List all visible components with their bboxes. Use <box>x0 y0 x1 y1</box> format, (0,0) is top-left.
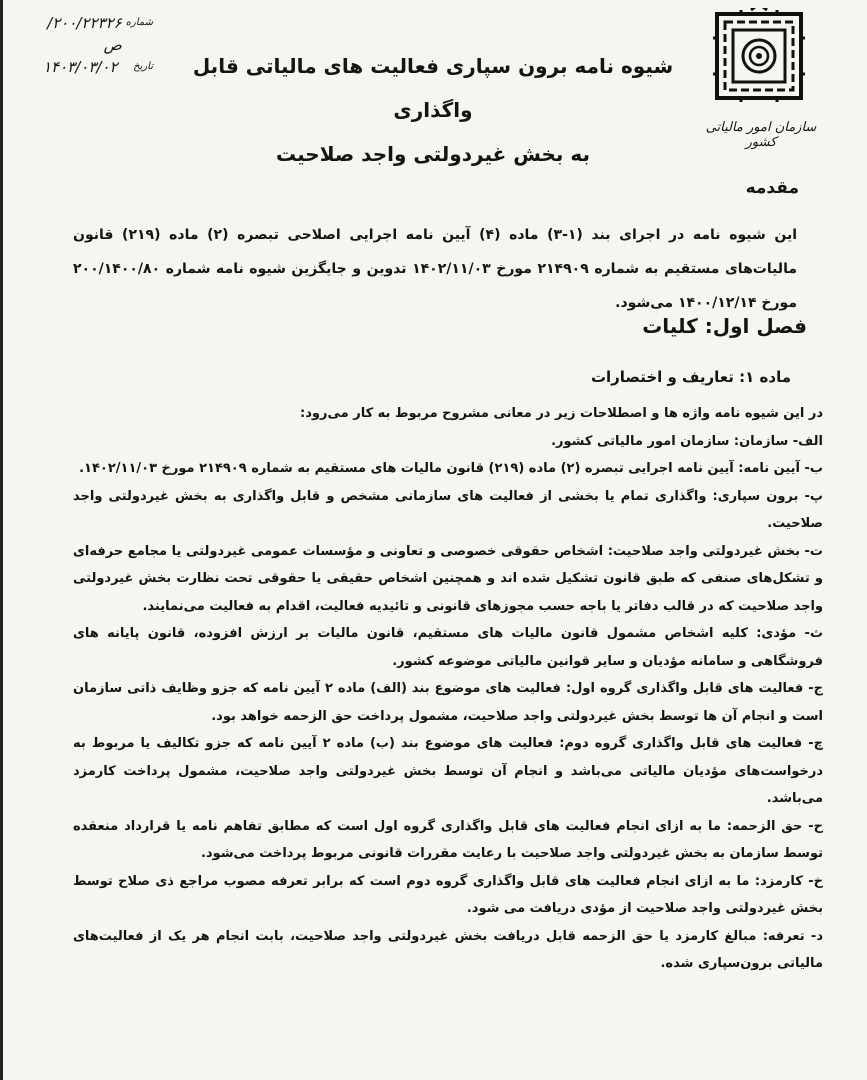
definition-text: ما به ازای انجام فعالیت های قابل واگذاری گروه دوم است که برابر تعرفه مصوب مراجع ذی صلاح توسط بخش غیردولتی واجد صلاحیت از مؤدی دریافت می شود. <box>73 873 823 916</box>
chapter-title: فصل اول: کلیات <box>642 314 807 338</box>
definition-text: سازمان امور مالیاتی کشور. <box>551 433 734 449</box>
definition-item <box>73 675 823 730</box>
document-title <box>153 44 713 176</box>
definition-item <box>73 813 823 868</box>
definition-term: ج- فعالیت های قابل واگذاری گروه اول: <box>565 681 823 696</box>
definition-term: چ- فعالیت های قابل واگذاری گروه دوم: <box>559 736 823 751</box>
meta-number-row <box>43 12 153 56</box>
definition-text: ما به ازای انجام فعالیت های قابل واگذاری گروه اول است که مطابق تفاهم نامه یا قرارداد منعقده توسط سازمان به بخش غیردولتی واجد صلاحیت با رعایت مقررات قانونی مربوط پرداخت می‌شود. <box>73 818 823 861</box>
definition-term: ح- حق الزحمه: <box>726 818 823 834</box>
definition-item <box>73 483 823 538</box>
definition-text: کلیه اشخاص مشمول قانون مالیات های مستقیم، قانون مالیات بر ارزش افزوده، قانون پایانه های فروشگاهی و سامانه مؤدیان و سایر قوانین مالیاتی موضوعه کشور. <box>73 626 823 669</box>
definition-term: ث- مؤدی: <box>756 626 824 641</box>
definition-item <box>73 455 823 483</box>
article-title: ماده ۱: تعاریف و اختصارات <box>590 368 791 386</box>
meta-date-row <box>43 56 153 78</box>
definition-text: فعالیت های موضوع بند (الف) ماده ۲ آیین نامه که جزو وظایف ذاتی سازمان است و انجام آن ها توسط بخش غیردولتی واجد صلاحیت، مشمول پرداخت حق الزحمه خواهد بود. <box>73 681 823 724</box>
definition-text: واگذاری تمام یا بخشی از فعالیت های سازمانی مشخص و قابل واگذاری به بخش غیردولتی واجد صلاحیت. <box>73 488 823 531</box>
title-line-2: به بخش غیردولتی واجد صلاحیت <box>275 142 591 166</box>
intro-paragraph: این شیوه نامه در اجرای بند (۱-۳) ماده (۴) آیین نامه اجرایی اصلاحی تبصره (۲) ماده (۲۱۹) قانون مالیات‌های مستقیم به شماره ۲۱۴۹۰۹ مورخ ۱۴۰۲/۱۱/۰۳ تدوین و جایگزین شیوه نامه شماره ۲۰۰/۱۴۰۰/۸۰ مورخ ۱۴۰۰/۱۲/۱۴ می‌شود. <box>73 227 798 311</box>
definition-item <box>73 730 823 813</box>
meta-date-label: تاریخ <box>133 61 153 72</box>
meta-date-value: ۱۴۰۳/۰۳/۰۲ <box>43 58 118 76</box>
intro-heading: مقدمه <box>745 178 799 198</box>
meta-number-label: شماره <box>125 17 153 28</box>
definition-term: الف- سازمان: <box>733 433 823 449</box>
definition-term: خ- کارمزد: <box>754 873 823 889</box>
definition-term: ت- بخش غیردولتی واجد صلاحیت: <box>607 543 823 559</box>
title-line-1: شیوه نامه برون سپاری فعالیت های مالیاتی قابل واگذاری <box>192 54 674 122</box>
definition-term: پ- برون سپاری: <box>712 488 823 504</box>
definition-text: فعالیت های موضوع بند (ب) ماده ۲ آیین نامه که جزو تکالیف یا مربوط به درخواست‌های مؤدیان مالیاتی می‌باشد و انجام آن توسط بخش غیردولتی واجد صلاحیت، مشمول پرداخت کارمزد می‌باشد. <box>73 736 823 806</box>
tax-organization-logo <box>711 8 807 104</box>
definition-item <box>73 428 823 456</box>
definitions-lead: در این شیوه نامه واژه ها و اصطلاحات زیر در معانی مشروح مربوط به کار می‌رود: <box>300 406 823 421</box>
definition-item <box>73 923 823 978</box>
definition-text: اشخاص حقوقی خصوصی و تعاونی و مؤسسات عمومی غیردولتی یا مجامع حرفه‌ای و تشکل‌های صنفی که طبق قانون تشکیل شده اند و همچنین اشخاص حقیقی یا حقوقی تحت نظارت بخش غیردولتی واجد صلاحیت که در قالب دفاتر یا باجه حسب مجوزهای قانونی و تائیدیه فعالیت، اقدام به فعالیت می‌نمایند. <box>73 543 823 614</box>
definition-text: آیین نامه اجرایی تبصره (۲) ماده (۲۱۹) قانون مالیات های مستقیم به شماره ۲۱۴۹۰۹ مورخ ۱۴۰۲/۱۱/۰۳. <box>79 461 739 476</box>
meta-number-value: ۲۰۰/۲۲۳۲۶/ص <box>47 14 122 54</box>
logo-caption: سازمان امور مالیاتی کشور <box>705 120 817 150</box>
definition-item <box>73 868 823 923</box>
letter-meta <box>43 12 153 78</box>
definition-item <box>73 538 823 621</box>
definition-term: د- تعرفه: <box>762 928 823 944</box>
definition-term: ب- آیین نامه: <box>738 461 823 476</box>
definition-text: مبالغ کارمزد یا حق الزحمه قابل دریافت بخش غیردولتی واجد صلاحیت، بابت انجام هر یک از فعالیت‌های مالیاتی برون‌سپاری شده. <box>73 928 823 971</box>
definition-item <box>73 620 823 675</box>
definitions-list <box>73 400 823 978</box>
